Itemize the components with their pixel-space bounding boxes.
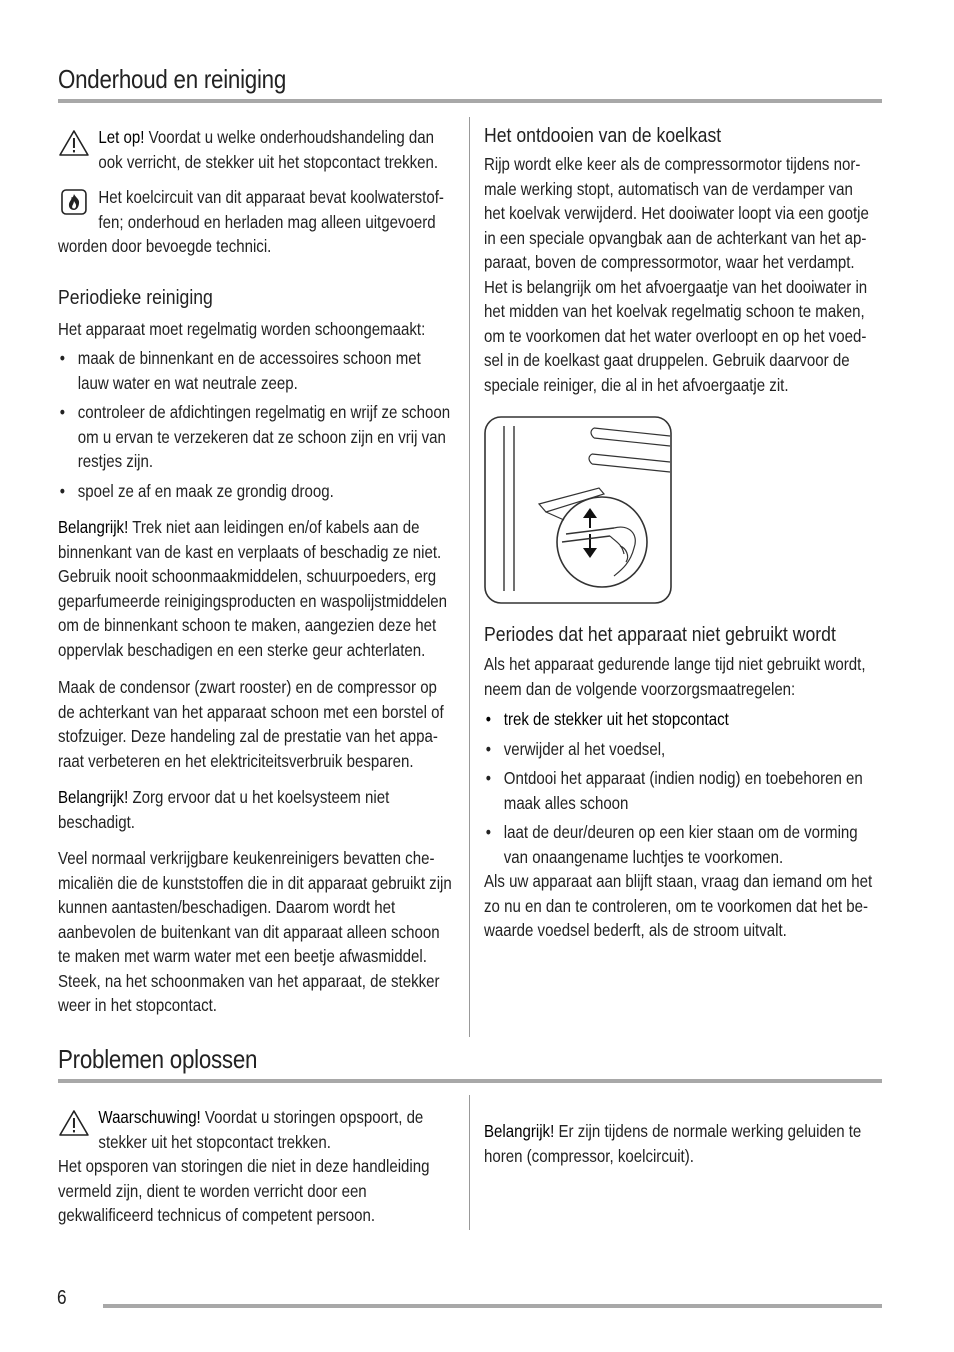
defrost-heading: Het ontdooien van de koelkast bbox=[484, 124, 722, 147]
important-label: Belangrijk! bbox=[58, 787, 129, 807]
troubleshooting-left-column bbox=[58, 1105, 452, 1228]
important-text: Zorg ervoor dat u het koelsysteem niet beschadigt. bbox=[58, 787, 390, 832]
warning-label: Waarschuwing! bbox=[98, 1107, 201, 1127]
unused-heading: Periodes dat het apparaat niet gebruikt wordt bbox=[484, 623, 836, 646]
troubleshooting-text: Het opsporen van storingen die niet in deze handleiding vermeld zijn, dient te worden verricht door een gekwalificeerd technicus of competent persoon. bbox=[58, 1156, 430, 1225]
warning-text: Voordat u storingen opspoort, de stekker uit het stopcontact trekken. bbox=[98, 1107, 424, 1152]
warning-note bbox=[58, 125, 452, 174]
periodic-list bbox=[58, 346, 452, 503]
important-note-3 bbox=[484, 1119, 878, 1168]
section-rule bbox=[58, 1079, 882, 1083]
defrost-drain-illustration bbox=[484, 416, 672, 604]
maintenance-right-column bbox=[484, 123, 878, 397]
section-rule bbox=[58, 99, 882, 103]
column-divider bbox=[469, 117, 470, 1037]
unused-intro: Als het apparaat gedurende lange tijd niet gebruikt wordt, neem dan de volgende voorzorgsmaatregelen: bbox=[484, 654, 866, 699]
periodic-intro: Het apparaat moet regelmatig worden schoongemaakt: bbox=[58, 318, 426, 339]
maintenance-left-column bbox=[58, 125, 452, 1018]
unused-list bbox=[484, 707, 878, 869]
list-item: • spoel ze af en maak ze grondig droog. bbox=[58, 479, 452, 504]
list-item: • verwijder al het voedsel, bbox=[484, 737, 878, 762]
list-item: • controleer de afdichtingen regelmatig en wrijf ze schoon om u ervan te verzekeren dat ze schoon zijn en vrij van restjes zijn. bbox=[58, 400, 452, 474]
page-number: 6 bbox=[57, 1287, 67, 1309]
important-label: Belangrijk! bbox=[484, 1121, 555, 1141]
troubleshooting-right-column bbox=[484, 1119, 878, 1168]
important-note-1 bbox=[58, 515, 452, 662]
list-item: • laat de deur/deuren op een kier staan om de vorming van onaangename luchtjes te voorkomen. bbox=[484, 820, 878, 869]
important-text: Trek niet aan leidingen en/of kabels aan de binnenkant van de kast en verplaats of beschadig ze niet. Gebruik nooit schoonmaakmiddelen, schuurpoeders, erg geparfumeerde reinigingsproducten en waspolijstmiddelen om de binnenkant schoon te maken, aangezien deze het oppervlak beschadigen en een sterke geur achterlaten. bbox=[58, 517, 448, 660]
condenser-paragraph: Maak de condensor (zwart rooster) en de compressor op de achterkant van het apparaat schoon met een borstel of stofzuiger. Deze handeling zal de prestatie van het appa- raat verbeteren en het elektriciteitsverbruik besparen. bbox=[58, 677, 444, 771]
defrost-text: Rijp wordt elke keer als de compressormotor tijdens nor- male werking stopt, automatisch van de verdamper van het koelvak verwijderd. Het dooiwater loopt via een gootje in een speciale opvangbak aan de achterkant van het ap- paraat, boven de compressormotor, waar het verdampt. Het is belangrijk om het afvoergaatje van het dooiwater in het midden van het koelvak regelmatig schoon te maken, om te voorkomen dat het water overloopt en op het voed- sel in de koelkast gaat druppelen. Gebruik daarvoor de speciale reiniger, die al in het afvoergaatje zit. bbox=[484, 154, 869, 395]
warning-triangle-icon bbox=[58, 1109, 90, 1137]
unused-outro: Als uw apparaat aan blijft staan, vraag dan iemand om het zo nu en dan te controleren, om te voorkomen dat het be- waarde voedsel bederft, als de stroom uitvalt. bbox=[484, 871, 873, 940]
unused-section bbox=[484, 622, 878, 943]
important-note-2 bbox=[58, 785, 452, 834]
refrigerant-note bbox=[58, 185, 452, 259]
column-divider bbox=[469, 1095, 470, 1230]
section-title-maintenance: Onderhoud en reiniging bbox=[58, 64, 287, 94]
important-text: Er zijn tijdens de normale werking geluiden te horen (compressor, koelcircuit). bbox=[484, 1121, 862, 1166]
refrigerant-text: Het koelcircuit van dit apparaat bevat koolwaterstof- fen; onderhoud en herladen mag alleen uitgevoerd worden door bevoegde technici. bbox=[58, 187, 444, 256]
cleaners-paragraph: Veel normaal verkrijgbare keukenreinigers bevatten che- micaliën die de kunststoffen die in dit apparaat gebruikt zijn kunnen aantasten/beschadigen. Daarom wordt het aanbevolen de buitenkant van dit apparaat alleen schoon te maken met warm water met een beetje afwasmiddel. Steek, na het schoonmaken van het apparaat, de stekker weer in het stopcontact. bbox=[58, 848, 452, 1015]
list-item: • Ontdooi het apparaat (indien nodig) en toebehoren en maak alles schoon bbox=[484, 766, 878, 815]
warning-triangle-icon bbox=[58, 129, 90, 157]
list-item: • maak de binnenkant en de accessoires schoon met lauw water en wat neutrale zeep. bbox=[58, 346, 452, 395]
section-title-troubleshooting: Problemen oplossen bbox=[58, 1044, 258, 1074]
warning-text: Voordat u welke onderhoudshandeling dan ook verricht, de stekker uit het stopcontact trekken. bbox=[98, 127, 439, 172]
periodic-heading: Periodieke reiniging bbox=[58, 285, 213, 309]
flammable-refrigerant-icon bbox=[58, 188, 90, 216]
warning-label: Let op! bbox=[98, 127, 145, 147]
important-label: Belangrijk! bbox=[58, 517, 129, 537]
list-item: • trek de stekker uit het stopcontact bbox=[484, 707, 878, 732]
footer-rule bbox=[103, 1304, 882, 1308]
warning-note bbox=[58, 1105, 452, 1154]
